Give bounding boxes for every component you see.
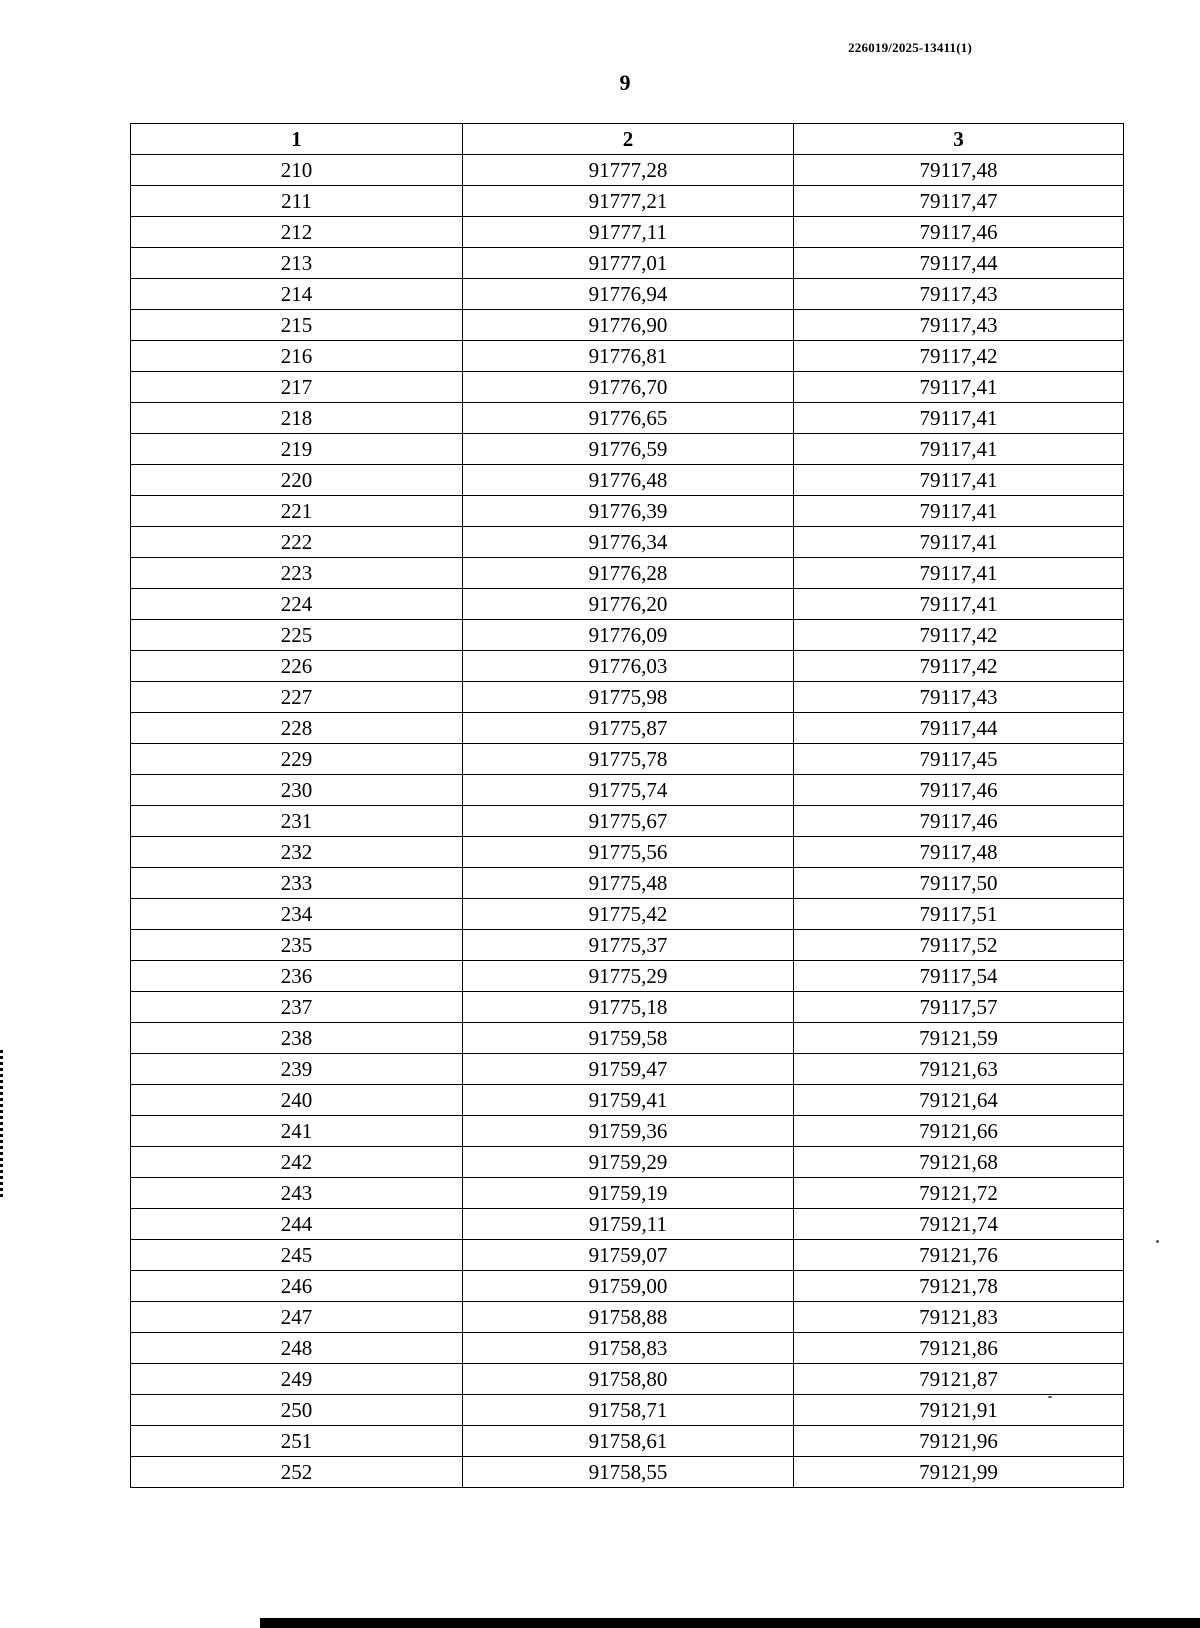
scan-edge-mark — [0, 1050, 3, 1200]
point-number-cell: 247 — [131, 1302, 463, 1333]
point-number-cell: 226 — [131, 651, 463, 682]
coordinate-x-cell: 91775,78 — [463, 744, 794, 775]
point-number-cell: 250 — [131, 1395, 463, 1426]
coordinate-x-cell: 91776,34 — [463, 527, 794, 558]
coordinate-y-cell: 79117,57 — [794, 992, 1124, 1023]
coordinate-y-cell: 79117,46 — [794, 806, 1124, 837]
page-bottom-edge — [260, 1618, 1200, 1628]
coordinate-x-cell: 91775,48 — [463, 868, 794, 899]
coordinate-y-cell: 79117,43 — [794, 279, 1124, 310]
point-number-cell: 223 — [131, 558, 463, 589]
point-number-cell: 217 — [131, 372, 463, 403]
coordinate-y-cell: 79117,46 — [794, 775, 1124, 806]
coordinates-table — [130, 123, 1124, 1488]
table-row — [131, 1426, 1124, 1457]
table-row — [131, 620, 1124, 651]
coordinate-y-cell: 79117,42 — [794, 651, 1124, 682]
point-number-cell: 230 — [131, 775, 463, 806]
coordinate-x-cell: 91775,42 — [463, 899, 794, 930]
coordinate-x-cell: 91775,29 — [463, 961, 794, 992]
page-number: 9 — [619, 70, 631, 95]
point-number-cell: 241 — [131, 1116, 463, 1147]
point-number-cell: 251 — [131, 1426, 463, 1457]
coordinate-y-cell: 79121,91 — [794, 1395, 1124, 1426]
point-number-cell: 236 — [131, 961, 463, 992]
table-row — [131, 1271, 1124, 1302]
coordinate-x-cell: 91776,70 — [463, 372, 794, 403]
point-number-cell: 211 — [131, 186, 463, 217]
table-row — [131, 279, 1124, 310]
coordinate-y-cell: 79121,83 — [794, 1302, 1124, 1333]
coordinate-y-cell: 79117,50 — [794, 868, 1124, 899]
coordinate-x-cell: 91776,28 — [463, 558, 794, 589]
coordinate-x-cell: 91758,61 — [463, 1426, 794, 1457]
table-row — [131, 961, 1124, 992]
point-number-cell: 227 — [131, 682, 463, 713]
table-row — [131, 744, 1124, 775]
coordinate-y-cell: 79121,96 — [794, 1426, 1124, 1457]
table-row — [131, 248, 1124, 279]
point-number-cell: 218 — [131, 403, 463, 434]
coordinate-y-cell: 79117,54 — [794, 961, 1124, 992]
coordinate-y-cell: 79121,63 — [794, 1054, 1124, 1085]
coordinate-x-cell: 91758,80 — [463, 1364, 794, 1395]
coordinate-x-cell: 91758,55 — [463, 1457, 794, 1488]
coordinate-x-cell: 91776,20 — [463, 589, 794, 620]
coordinate-x-cell: 91759,00 — [463, 1271, 794, 1302]
point-number-cell: 244 — [131, 1209, 463, 1240]
coordinate-y-cell: 79117,41 — [794, 496, 1124, 527]
coordinate-y-cell: 79117,41 — [794, 589, 1124, 620]
point-number-cell: 214 — [131, 279, 463, 310]
document-reference: 226019/2025-13411(1) — [848, 40, 972, 55]
coordinate-x-cell: 91775,67 — [463, 806, 794, 837]
coordinate-y-cell: 79117,46 — [794, 217, 1124, 248]
coordinate-x-cell: 91759,47 — [463, 1054, 794, 1085]
coordinate-x-cell: 91775,18 — [463, 992, 794, 1023]
point-number-cell: 242 — [131, 1147, 463, 1178]
point-number-cell: 231 — [131, 806, 463, 837]
coordinate-y-cell: 79117,44 — [794, 713, 1124, 744]
table-row — [131, 1147, 1124, 1178]
point-number-cell: 224 — [131, 589, 463, 620]
point-number-cell: 234 — [131, 899, 463, 930]
coordinate-y-cell: 79117,44 — [794, 248, 1124, 279]
table-row — [131, 837, 1124, 868]
table-row — [131, 1333, 1124, 1364]
point-number-cell: 248 — [131, 1333, 463, 1364]
table-row — [131, 1395, 1124, 1426]
point-number-cell: 237 — [131, 992, 463, 1023]
coordinate-x-cell: 91759,19 — [463, 1178, 794, 1209]
point-number-cell: 228 — [131, 713, 463, 744]
coordinate-y-cell: 79117,52 — [794, 930, 1124, 961]
coordinate-x-cell: 91776,09 — [463, 620, 794, 651]
coordinate-x-cell: 91758,88 — [463, 1302, 794, 1333]
coordinate-y-cell: 79117,47 — [794, 186, 1124, 217]
coordinate-x-cell: 91775,56 — [463, 837, 794, 868]
coordinate-y-cell: 79121,68 — [794, 1147, 1124, 1178]
coordinate-x-cell: 91759,11 — [463, 1209, 794, 1240]
point-number-cell: 213 — [131, 248, 463, 279]
coordinate-x-cell: 91777,21 — [463, 186, 794, 217]
coordinate-x-cell: 91775,37 — [463, 930, 794, 961]
coordinate-x-cell: 91759,41 — [463, 1085, 794, 1116]
table-body — [131, 155, 1124, 1488]
coordinate-x-cell: 91776,90 — [463, 310, 794, 341]
table-header-row — [131, 124, 1124, 155]
coordinate-x-cell: 91758,83 — [463, 1333, 794, 1364]
coordinate-x-cell: 91776,59 — [463, 434, 794, 465]
point-number-cell: 249 — [131, 1364, 463, 1395]
point-number-cell: 235 — [131, 930, 463, 961]
coordinate-y-cell: 79117,41 — [794, 372, 1124, 403]
coordinate-y-cell: 79117,45 — [794, 744, 1124, 775]
table-row — [131, 403, 1124, 434]
column-header-3: 3 — [794, 124, 1124, 155]
table-row — [131, 868, 1124, 899]
table-row — [131, 682, 1124, 713]
table-row — [131, 806, 1124, 837]
coordinate-y-cell: 79117,48 — [794, 837, 1124, 868]
table-row — [131, 1116, 1124, 1147]
coordinate-x-cell: 91777,01 — [463, 248, 794, 279]
coordinate-y-cell: 79121,72 — [794, 1178, 1124, 1209]
table-row — [131, 1364, 1124, 1395]
column-header-1: 1 — [131, 124, 463, 155]
table-row — [131, 1240, 1124, 1271]
table-row — [131, 713, 1124, 744]
scan-speck — [1156, 1240, 1159, 1243]
coordinate-x-cell: 91775,98 — [463, 682, 794, 713]
coordinate-y-cell: 79121,78 — [794, 1271, 1124, 1302]
table-row — [131, 899, 1124, 930]
table-row — [131, 1302, 1124, 1333]
table-row — [131, 930, 1124, 961]
coordinate-y-cell: 79117,41 — [794, 403, 1124, 434]
point-number-cell: 215 — [131, 310, 463, 341]
point-number-cell: 221 — [131, 496, 463, 527]
coordinate-y-cell: 79121,87 — [794, 1364, 1124, 1395]
point-number-cell: 238 — [131, 1023, 463, 1054]
coordinate-y-cell: 79117,42 — [794, 341, 1124, 372]
point-number-cell: 210 — [131, 155, 463, 186]
coordinate-x-cell: 91776,39 — [463, 496, 794, 527]
point-number-cell: 219 — [131, 434, 463, 465]
coordinate-y-cell: 79121,64 — [794, 1085, 1124, 1116]
point-number-cell: 245 — [131, 1240, 463, 1271]
table-row — [131, 372, 1124, 403]
coordinate-x-cell: 91759,36 — [463, 1116, 794, 1147]
table-row — [131, 527, 1124, 558]
table-row — [131, 310, 1124, 341]
column-header-2: 2 — [463, 124, 794, 155]
coordinate-x-cell: 91777,11 — [463, 217, 794, 248]
point-number-cell: 232 — [131, 837, 463, 868]
coordinate-x-cell: 91776,94 — [463, 279, 794, 310]
table-row — [131, 775, 1124, 806]
coordinate-y-cell: 79117,41 — [794, 465, 1124, 496]
table-row — [131, 1085, 1124, 1116]
coordinate-y-cell: 79117,41 — [794, 527, 1124, 558]
coordinate-x-cell: 91759,29 — [463, 1147, 794, 1178]
coordinate-x-cell: 91776,03 — [463, 651, 794, 682]
coordinates-table-container — [130, 123, 1123, 1488]
point-number-cell: 229 — [131, 744, 463, 775]
table-row — [131, 1054, 1124, 1085]
table-row — [131, 465, 1124, 496]
coordinate-y-cell: 79117,43 — [794, 682, 1124, 713]
coordinate-y-cell: 79117,41 — [794, 434, 1124, 465]
coordinate-y-cell: 79121,86 — [794, 1333, 1124, 1364]
coordinate-x-cell: 91775,87 — [463, 713, 794, 744]
coordinate-y-cell: 79121,59 — [794, 1023, 1124, 1054]
coordinate-y-cell: 79117,48 — [794, 155, 1124, 186]
table-row — [131, 1178, 1124, 1209]
table-row — [131, 434, 1124, 465]
table-row — [131, 992, 1124, 1023]
coordinate-y-cell: 79121,99 — [794, 1457, 1124, 1488]
table-row — [131, 589, 1124, 620]
table-row — [131, 1023, 1124, 1054]
table-row — [131, 651, 1124, 682]
table-row — [131, 341, 1124, 372]
point-number-cell: 233 — [131, 868, 463, 899]
point-number-cell: 225 — [131, 620, 463, 651]
coordinate-y-cell: 79117,41 — [794, 558, 1124, 589]
coordinate-y-cell: 79117,42 — [794, 620, 1124, 651]
table-row — [131, 496, 1124, 527]
table-row — [131, 186, 1124, 217]
coordinate-y-cell: 79117,43 — [794, 310, 1124, 341]
coordinate-x-cell: 91776,81 — [463, 341, 794, 372]
coordinate-x-cell: 91776,48 — [463, 465, 794, 496]
point-number-cell: 246 — [131, 1271, 463, 1302]
point-number-cell: 220 — [131, 465, 463, 496]
point-number-cell: 239 — [131, 1054, 463, 1085]
coordinate-y-cell: 79121,74 — [794, 1209, 1124, 1240]
table-row — [131, 217, 1124, 248]
coordinate-x-cell: 91759,07 — [463, 1240, 794, 1271]
coordinate-x-cell: 91776,65 — [463, 403, 794, 434]
table-row — [131, 1209, 1124, 1240]
coordinate-x-cell: 91759,58 — [463, 1023, 794, 1054]
point-number-cell: 222 — [131, 527, 463, 558]
coordinate-x-cell: 91775,74 — [463, 775, 794, 806]
point-number-cell: 216 — [131, 341, 463, 372]
point-number-cell: 212 — [131, 217, 463, 248]
coordinate-y-cell: 79117,51 — [794, 899, 1124, 930]
coordinate-x-cell: 91777,28 — [463, 155, 794, 186]
table-row — [131, 1457, 1124, 1488]
point-number-cell: 252 — [131, 1457, 463, 1488]
table-row — [131, 155, 1124, 186]
scan-speck — [1048, 1396, 1052, 1398]
coordinate-y-cell: 79121,76 — [794, 1240, 1124, 1271]
coordinate-y-cell: 79121,66 — [794, 1116, 1124, 1147]
table-row — [131, 558, 1124, 589]
coordinate-x-cell: 91758,71 — [463, 1395, 794, 1426]
point-number-cell: 240 — [131, 1085, 463, 1116]
point-number-cell: 243 — [131, 1178, 463, 1209]
